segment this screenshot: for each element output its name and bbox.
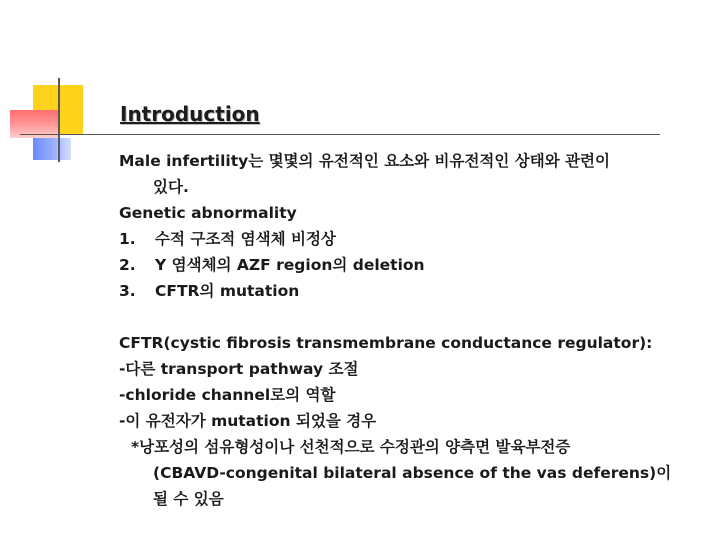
list-item-text: CFTR의 mutation	[155, 282, 300, 300]
list-item	[119, 226, 704, 252]
list-item	[119, 252, 704, 278]
intro-line-continued: 있다.	[153, 178, 189, 196]
cftr-heading: CFTR(cystic fibrosis transmembrane conductance regulator):	[119, 334, 653, 352]
paragraph-gap	[119, 304, 704, 330]
intro-line: Male infertility는 몇몇의 유전적인 요소와 비유전적인 상태와 관련이	[119, 152, 610, 170]
cftr-point: -다른 transport pathway 조절	[119, 360, 359, 378]
cbavd-line-continued: (CBAVD-congenital bilateral absence of the vas deferens)이	[153, 464, 672, 482]
cftr-point: -chloride channel로의 역할	[119, 386, 336, 404]
decor-blue-square	[33, 138, 71, 160]
list-item-number: 1.	[119, 230, 136, 248]
list-item-text: Y 염색체의 AZF region의 deletion	[155, 256, 425, 274]
slide-body	[119, 148, 704, 512]
genetic-heading: Genetic abnormality	[119, 204, 297, 222]
cftr-point: -이 유전자가 mutation 되었을 경우	[119, 412, 377, 430]
decor-horizontal-line	[20, 134, 660, 135]
slide-title: Introduction	[120, 102, 260, 126]
cbavd-line: *낭포성의 섬유형성이나 선천적으로 수정관의 양측면 발육부전증	[131, 438, 571, 456]
list-item-number: 2.	[119, 256, 136, 274]
list-item	[119, 278, 704, 304]
list-item-text: 수적 구조적 염색체 비정상	[155, 230, 336, 248]
list-item-number: 3.	[119, 282, 136, 300]
cbavd-line-continued: 될 수 있음	[153, 490, 224, 508]
decor-vertical-line	[58, 78, 60, 162]
